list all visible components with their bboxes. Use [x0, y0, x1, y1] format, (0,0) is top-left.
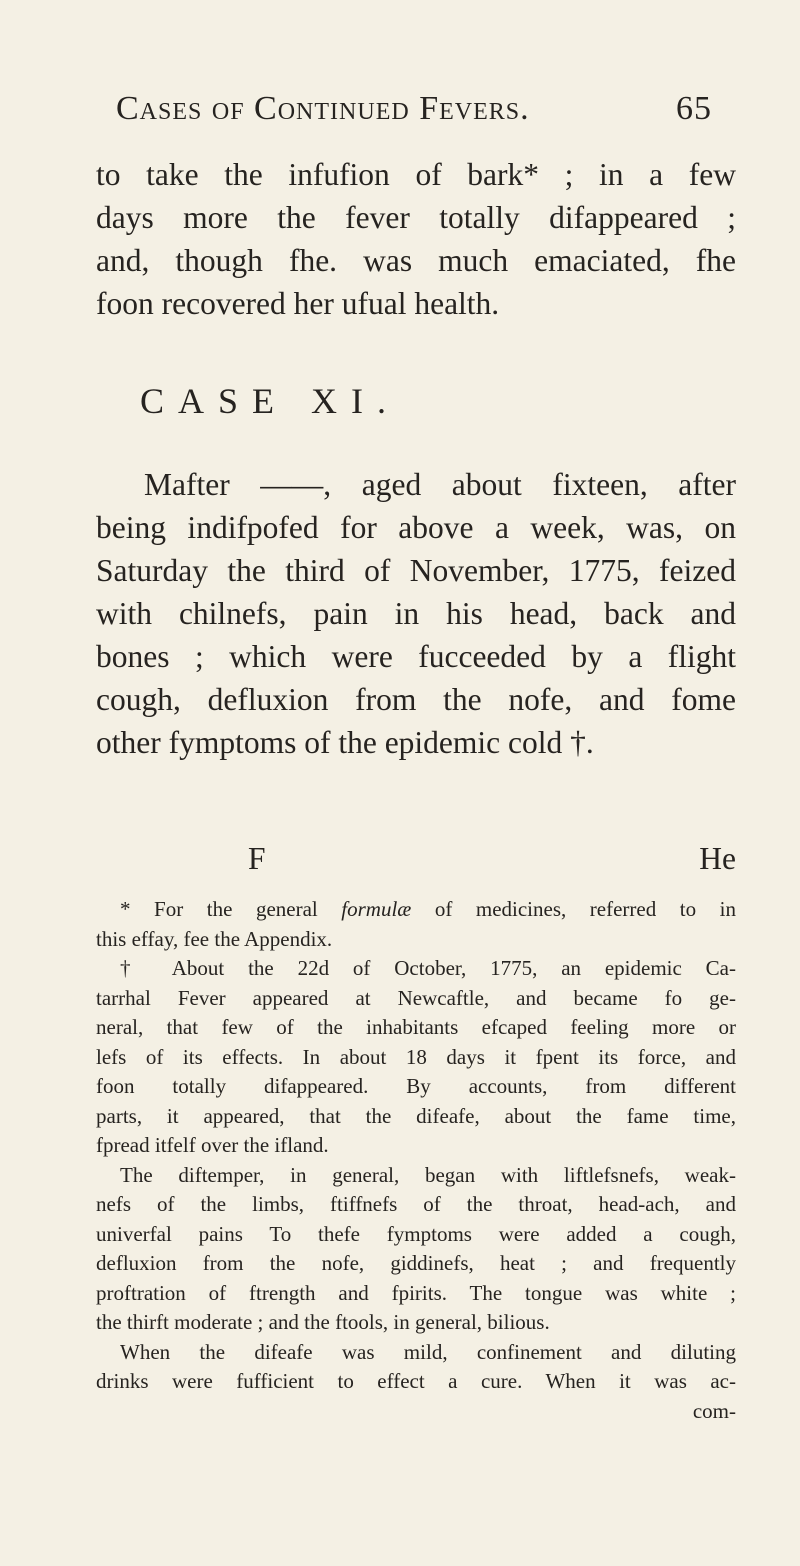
footnote-line: parts, it appeared, that the difeafe, about the fame time, — [96, 1103, 736, 1128]
footnote-line: fpread itfelf over the ifland. — [96, 1133, 329, 1157]
paragraph-continuation — [96, 153, 736, 325]
text-line: foon recovered her ufual health. — [96, 286, 500, 321]
footnote-line: lefs of its effects. In about 18 days it fpent its force, and — [96, 1044, 736, 1069]
footnote-line: univerfal pains To thefe fymptoms were added a cough, — [96, 1221, 736, 1246]
footnote-line: † About the 22d of October, 1775, an epidemic Ca- — [120, 956, 736, 980]
italic-term: formulæ — [341, 897, 412, 921]
text-line: Saturday the third of November, 1775, feized — [96, 553, 736, 588]
text-line: bones ; which were fucceeded by a flight — [96, 639, 736, 674]
text-line: Mafter ——, aged about fixteen, after — [144, 467, 736, 502]
text-line: being indifpofed for above a week, was, on — [96, 510, 736, 545]
footnotes — [96, 895, 736, 1426]
paragraph-case — [96, 463, 736, 764]
footnote-line: drinks were fufficient to effect a cure. When it was ac- — [96, 1369, 736, 1393]
footnote-line: foon totally difappeared. By accounts, from different — [96, 1074, 736, 1098]
case-heading: CASE XI. — [140, 381, 401, 421]
text-line: days more the fever totally difappeared ; — [96, 200, 736, 235]
text-line: with chilnefs, pain in his head, back and — [96, 596, 736, 631]
footnote-line: this effay, fee the Appendix. — [96, 926, 333, 951]
text-line: to take the infufion of bark* ; in a few — [96, 157, 736, 192]
footnote-treatment — [96, 1338, 736, 1427]
footnote-line: * For the general formulæ of medicines, referred to in — [120, 897, 736, 921]
footnote-line: The diftemper, in general, began with liftlefsnefs, weak- — [120, 1162, 736, 1187]
text-line: other fymptoms of the epidemic cold †. — [96, 725, 594, 760]
footnote-distemper — [96, 1161, 736, 1338]
signature-row — [96, 841, 736, 884]
footnote-line: the thirft moderate ; and the ftools, in general, bilious. — [96, 1310, 550, 1334]
page-number: 65 — [676, 90, 712, 127]
running-header — [116, 90, 716, 128]
footnote-formulae — [96, 895, 736, 954]
footnote-line: tarrhal Fever appeared at Newcaftle, and became fo ge- — [96, 985, 736, 1010]
text-line: cough, defluxion from the nofe, and fome — [96, 682, 736, 717]
footnote-line: proftration of ftrength and fpirits. The tongue was white ; — [96, 1280, 736, 1305]
text-line: and, though fhe. was much emaciated, fhe — [96, 243, 736, 278]
footnote-catchword: com- — [692, 1398, 736, 1423]
catchword: He — [699, 841, 736, 876]
footnote-line: nefs of the limbs, ftiffnefs of the throat, head-ach, and — [96, 1192, 736, 1216]
footnote-line: When the difeafe was mild, confinement and diluting — [120, 1339, 736, 1364]
signature-mark: F — [248, 841, 266, 876]
footnote-catarrhal-fever — [96, 954, 736, 1161]
footnote-line: defluxion from the nofe, giddinefs, heat ; and frequently — [96, 1251, 736, 1275]
footnote-line: neral, that few of the inhabitants efcaped feeling more or — [96, 1015, 736, 1039]
running-title: Cases of Continued Fevers. — [116, 90, 530, 127]
